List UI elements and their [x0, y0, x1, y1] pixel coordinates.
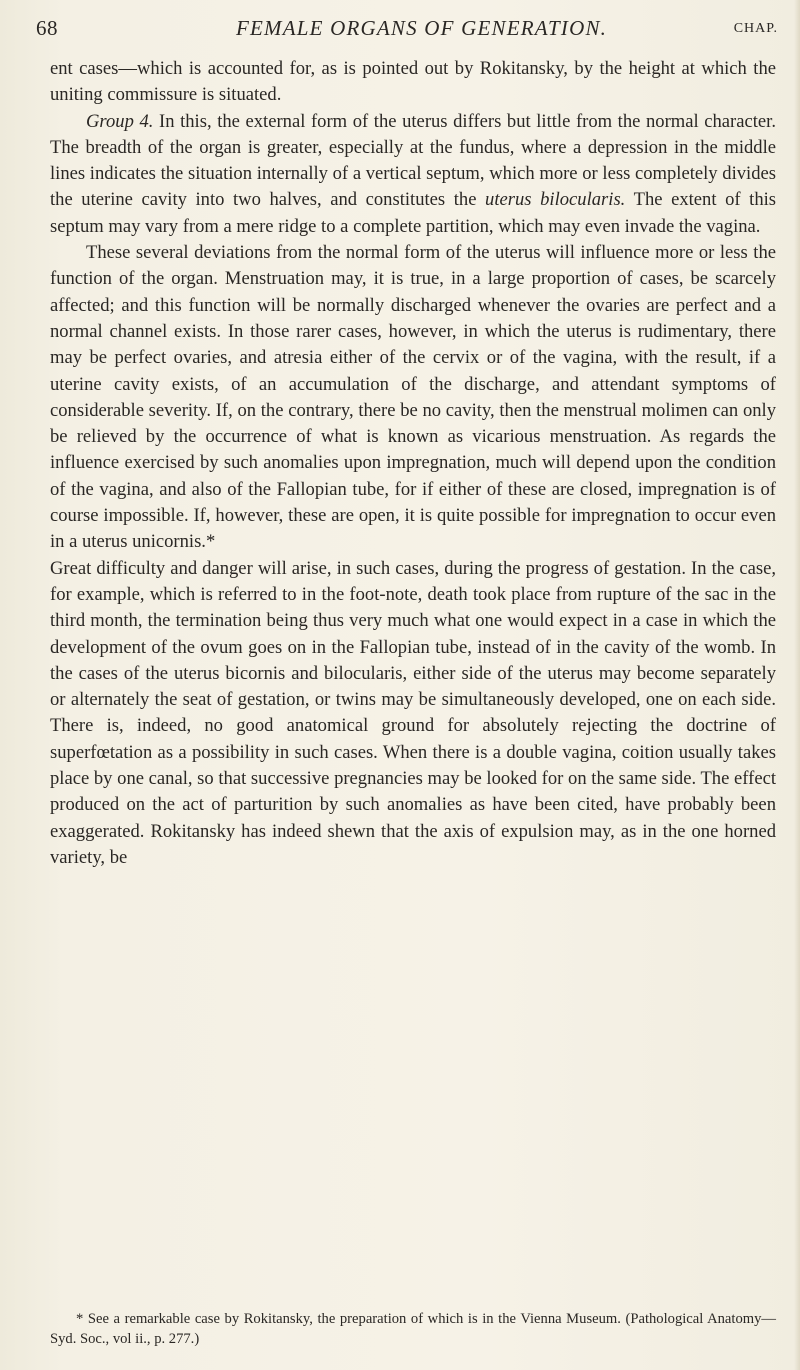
paragraph-text: In this, the external form of the uterus differs but little from the normal character. The breadth of the organ is greater, especially at the fundus, where a depression in the middle lines indicates the situation internally of a vertical septum, which more or less completely divides the uterine cavity into two halves, and constitutes the — [50, 110, 776, 211]
page-edge-shadow — [794, 0, 800, 1370]
chapter-label: CHAP. — [733, 21, 778, 36]
paragraph-group-4 — [50, 109, 776, 240]
paragraph-gestation: Great difficulty and danger will arise, in such cases, during the progress of gestation. In the case, for example, which is referred to in the foot-note, death took place from rupture of the sac in the third month, the termination being thus very much what one would expect in a case in which the development of the ovum goes on in the Fallopian tube, instead of in the cavity of the womb. In the cases of the uterus bicornis and bilocularis, either side of the uterus may become separately or alternately the seat of gestation, or twins may be simultaneously developed, one on each side. There is, indeed, no good anatomical ground for absolutely rejecting the doctrine of superfœtation as a possibility in such cases. When there is a double vagina, coition usually takes place by one canal, so that successive pregnancies may be looked for on the same side. The effect produced on the act of parturition by such anomalies as have been cited, have probably been exaggerated. Rokitansky has indeed shewn that the axis of expulsion may, as in the one horned variety, be — [50, 557, 776, 868]
page-header — [36, 16, 778, 52]
paragraph-text: The extent of this septum may vary from a mere ridge to a complete partition, which may even invade the vagina. — [50, 189, 777, 237]
paragraph-continued: ent cases—which is accounted for, as is pointed out by Rokitansky, by the height at which the uniting commissure is situated. — [50, 58, 776, 106]
footnote: * See a remarkable case by Rokitansky, the preparation of which is in the Vienna Museum. (Pathological Anatomy—Syd. Soc., vol ii., p. 277.) — [50, 1311, 776, 1347]
paragraph-deviations: These several deviations from the normal form of the uterus will influence more or less the function of the organ. Menstruation may, it is true, in a large proportion of cases, be scarcely affected; and this function will be normally discharged whenever the ovaries are perfect and a normal channel exists. In those rarer cases, however, in which the uterus is rudimentary, there may be perfect ovaries, and atresia either of the cervix or of the vagina, with the result, if a uterine cavity exists, of an accumulation of the discharge, and attendant symptoms of considerable severity. If, on the contrary, there be no cavity, then the menstrual molimen can only be relieved by the occurrence of what is known as vicarious menstruation. As regards the influence exercised by such anomalies upon impregnation, much will depend upon the condition of the vagina, and also of the Fallopian tube, for if either of these are closed, impregnation is of course impossible. If, however, these are open, it is quite possible for impregnation to occur even in a uterus unicornis.* — [50, 242, 776, 553]
page-number: 68 — [36, 16, 58, 40]
running-title: FEMALE ORGANS OF GENERATION. — [236, 16, 608, 40]
body-text — [50, 56, 776, 871]
italic-term: uterus bilocularis. — [485, 189, 626, 211]
group-heading: Group 4. — [86, 110, 154, 132]
